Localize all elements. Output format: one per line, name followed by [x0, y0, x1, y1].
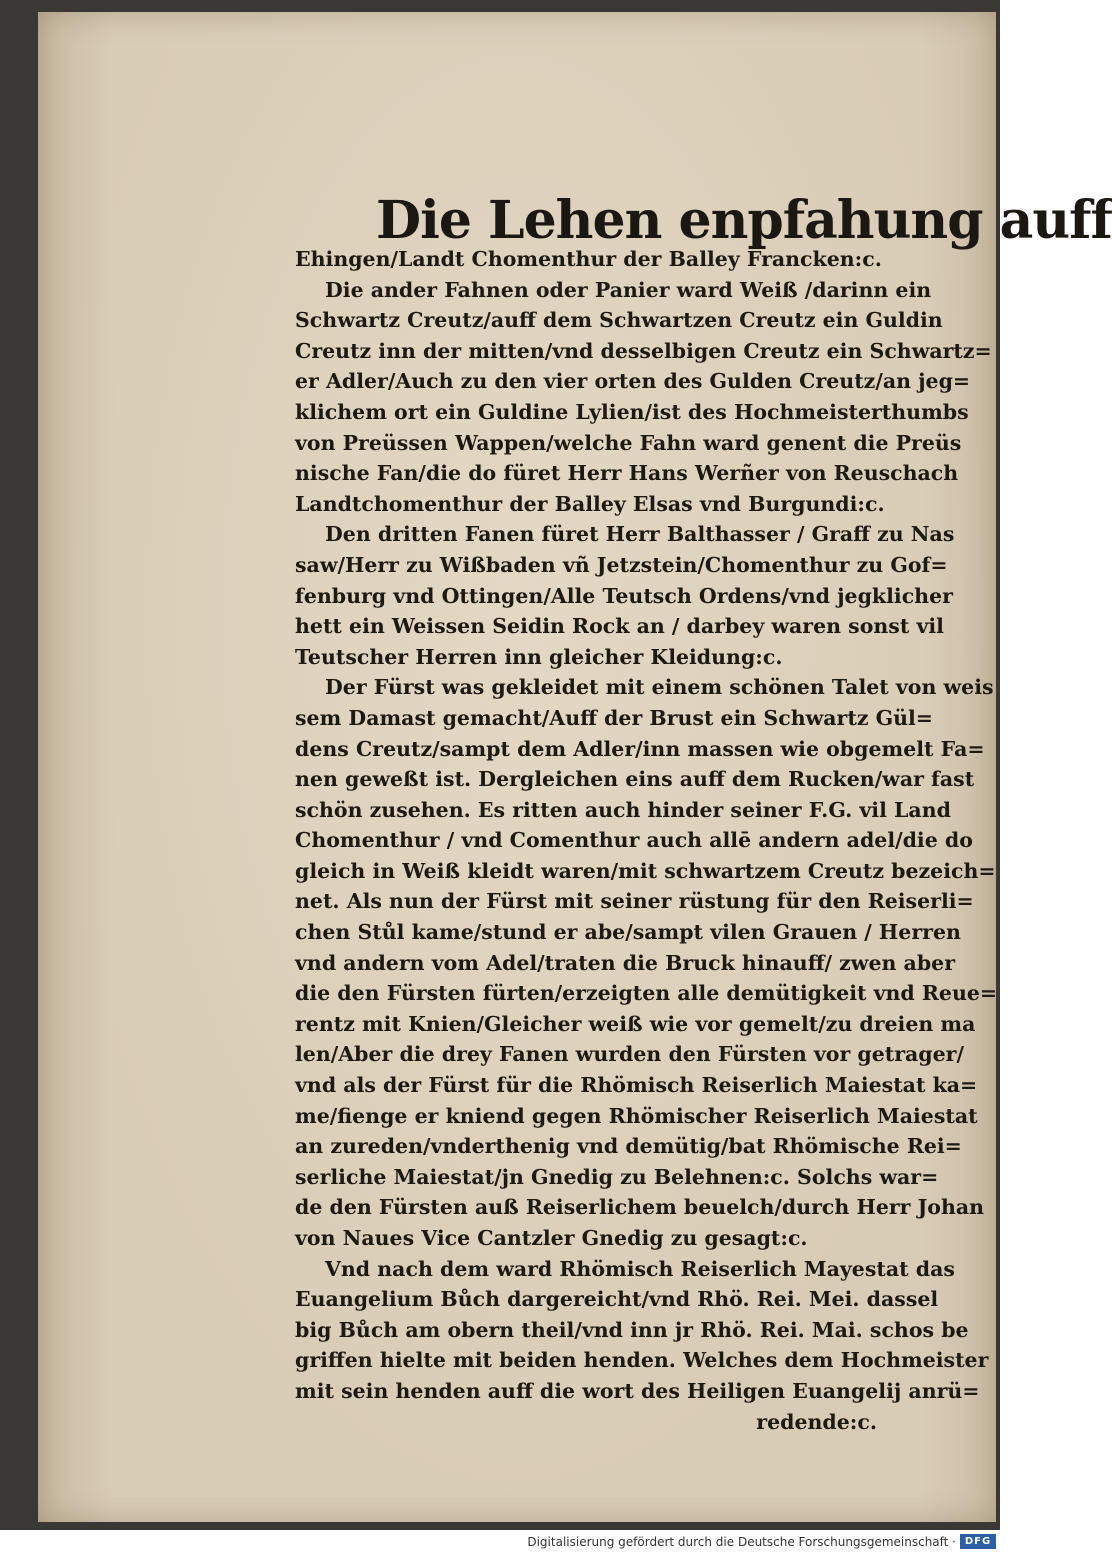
- text-line: nen geweßt ist. Dergleichen eins auff dem Rucken/war fast: [295, 767, 975, 792]
- text-line: Schwartz Creutz/auff dem Schwartzen Creutz ein Guldin: [295, 308, 943, 333]
- text-line: von Preüssen Wappen/welche Fahn ward genent die Preüs: [295, 430, 962, 455]
- text-line: serliche Maiestat/jn Gnedig zu Belehnen:c. Solchs war=: [295, 1164, 939, 1189]
- text-line: Teutscher Herren inn gleicher Kleidung:c.: [295, 644, 783, 669]
- text-line: net. Als nun der Fürst mit seiner rüstung für den Reiserli=: [295, 889, 974, 914]
- text-line: an zureden/vnderthenig vnd demütig/bat Rhömische Rei=: [295, 1134, 962, 1159]
- text-line: chen Stůl kame/stund er abe/sampt vilen Grauen / Herren: [295, 920, 961, 945]
- footer-bar: [0, 1530, 1000, 1554]
- text-line: Der Fürst was gekleidet mit einem schönen Talet von weis: [325, 675, 994, 700]
- text-line: Den dritten Fanen füret Herr Balthasser / Graff zu Nas: [325, 522, 955, 547]
- text-line: vnd als der Fürst für die Rhömisch Reiserlich Maiestat ka=: [295, 1073, 978, 1098]
- text-line: gleich in Weiß kleidt waren/mit schwartzem Creutz bezeich=: [295, 858, 996, 883]
- text-line: Die ander Fahnen oder Panier ward Weiß /darinn ein: [325, 277, 932, 302]
- text-line: hett ein Weissen Seidin Rock an / darbey waren sonst vil: [295, 614, 944, 639]
- text-line: saw/Herr zu Wißbaden vñ Jetzstein/Chomenthur zu Gof=: [295, 552, 948, 577]
- text-line: griffen hielte mit beiden henden. Welches dem Hochmeister: [295, 1348, 989, 1373]
- funding-credit: Digitalisierung gefördert durch die Deutsche Forschungsgemeinschaft ·: [527, 1535, 956, 1549]
- text-line: fenburg vnd Ottingen/Alle Teutsch Ordens/vnd jegklicher: [295, 583, 953, 608]
- text-line: Ehingen/Landt Chomenthur der Balley Francken:c.: [295, 247, 882, 271]
- text-line: von Naues Vice Cantzler Gnedig zu gesagt:c.: [295, 1226, 808, 1250]
- text-line: len/Aber die drey Fanen wurden den Fürsten vor getrager/: [295, 1042, 964, 1067]
- text-line: schön zusehen. Es ritten auch hinder seiner F.G. vil Land: [295, 797, 951, 822]
- text-line: Vnd nach dem ward Rhömisch Reiserlich Mayestat das: [325, 1256, 955, 1281]
- text-line: klichem ort ein Guldine Lylien/ist des Hochmeisterthumbs: [295, 399, 969, 424]
- text-line: vnd andern vom Adel/traten die Bruck hinauff/ zwen aber: [295, 950, 955, 975]
- text-line: me/fienge er kniend gegen Rhömischer Reiserlich Maiestat: [295, 1103, 978, 1128]
- catchword: redende:c.: [756, 1409, 877, 1434]
- text-line: mit sein henden auff die wort des Heiligen Euangelij anrü=: [295, 1378, 980, 1403]
- text-line: Euangelium Bůch dargereicht/vnd Rhö. Rei. Mei. dassel: [295, 1287, 939, 1312]
- text-line: sem Damast gemacht/Auff der Brust ein Schwartz Gül=: [295, 705, 933, 730]
- dfg-logo-icon: DFG: [960, 1534, 996, 1549]
- text-line: Creutz inn der mitten/vnd desselbigen Creutz ein Schwartz=: [295, 338, 992, 363]
- text-line: nische Fan/die do füret Herr Hans Werñer von Reuschach: [295, 461, 959, 486]
- body-text: [295, 244, 998, 1437]
- text-line: rentz mit Knien/Gleicher weiß wie vor gemelt/zu dreien ma: [295, 1011, 976, 1036]
- text-line: dens Creutz/sampt dem Adler/inn massen wie obgemelt Fa=: [295, 736, 985, 761]
- text-line: er Adler/Auch zu den vier orten des Gulden Creutz/an jeg=: [295, 369, 971, 394]
- text-line: Landtchomenthur der Balley Elsas vnd Burgundi:c.: [295, 491, 885, 516]
- text-line: de den Fürsten auß Reiserlichem beuelch/durch Herr Johan: [295, 1195, 985, 1220]
- text-line: big Bůch am obern theil/vnd inn jr Rhö. Rei. Mai. schos be: [295, 1317, 969, 1342]
- text-line: die den Fürsten fürten/erzeigten alle demütigkeit vnd Reue=: [295, 981, 998, 1006]
- text-line: Chomenthur / vnd Comenthur auch allē andern adel/die do: [295, 828, 973, 853]
- book-page: [38, 12, 1112, 1522]
- page-heading: Die Lehen enpfahung auff: [376, 190, 1112, 251]
